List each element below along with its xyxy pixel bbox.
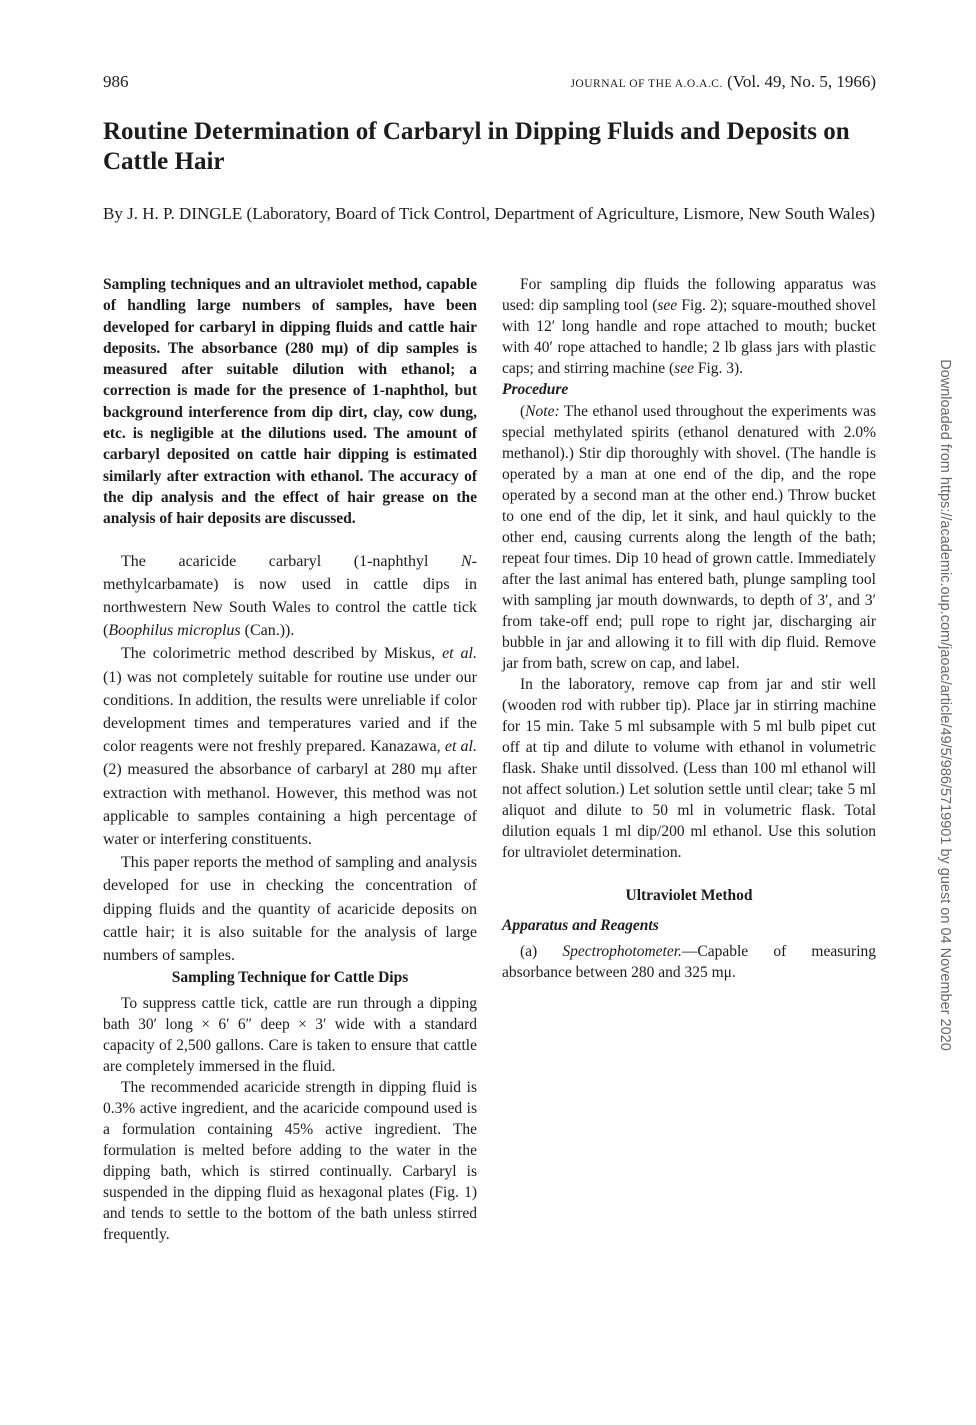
- text-run: (: [520, 403, 526, 420]
- intro-paragraph: [103, 642, 477, 851]
- procedure-paragraph: In the laboratory, remove cap from jar and stir well (wooden rod with rubber tip). Place jar in stirring machine for 15 min. Take 5 ml subsample with 5 ml bulb pipet cut off at tip and dilute to volume with ethanol in volumetric flask. Shake until dissolved. (Less than 100 ml ethanol will not affect solution.) Let solution settle until clear; take 5 ml aliquot and dilute to 50 ml in volumetric flask. Total dilution equals 1 ml dip/200 ml ethanol. Use this solution for ultraviolet determination.: [502, 676, 876, 861]
- running-head: [103, 72, 876, 96]
- item-term: Spectrophotometer.: [562, 943, 682, 960]
- text-run: The colorimetric method described by Miskus,: [121, 645, 443, 663]
- text-run: Fig. 2); square-mouthed shovel with 12′ long handle and rope attached to mouth; bucket with 40′ rope attached to handle; 2 lb glass jars with plastic caps; and stirring machine (: [502, 297, 876, 377]
- section-heading: Ultraviolet Method: [625, 887, 753, 904]
- volume-info: (Vol. 49, No. 5, 1966): [727, 72, 876, 91]
- italic-run: et al.: [444, 738, 477, 756]
- subsection-heading: Procedure: [502, 381, 569, 398]
- species-name: Boophilus microplus: [108, 622, 241, 640]
- sampling-paragraph: To suppress cattle tick, cattle are run through a dipping bath 30′ long × 6′ 6″ deep × 3′ wide with a standard capacity of 2,500 gallons. Care is taken to ensure that cattle are completely immersed in the fluid.: [103, 995, 477, 1076]
- procedure-paragraph: [502, 401, 876, 674]
- download-watermark: Downloaded from https://academic.oup.com/jaoac/article/49/5/986/5719901 by guest on 04 November 2020: [937, 359, 953, 1051]
- italic-run: Note:: [525, 403, 560, 420]
- page-number: 986: [103, 72, 129, 91]
- text-run: For sampling dip fluids the following apparatus was used: dip sampling tool (: [502, 276, 876, 314]
- italic-run: see: [674, 360, 694, 377]
- text-run: (1) was not completely suitable for routine use under our conditions. In addition, the results were unreliable if color development times and temperatures varied and if the color reagents were not freshly prepared. Kanazawa,: [103, 668, 477, 756]
- sampling-paragraph: [502, 274, 876, 379]
- item-label: (a): [520, 943, 538, 960]
- text-run: —Capable of measuring absorbance between 280 and 325 mμ.: [502, 943, 877, 981]
- italic-run: N: [461, 552, 472, 570]
- journal-name: JOURNAL OF THE A.O.A.C.: [570, 78, 723, 90]
- left-column: [103, 274, 477, 1245]
- apparatus-item: [502, 941, 876, 983]
- abstract: Sampling techniques and an ultraviolet method, capable of handling large numbers of samples, have been developed for carbaryl in dipping fluids and cattle hair deposits. The absorbance (280 mμ) of dip samples is measured after suitable dilution with ethanol; a correction is made for the presence of 1-naphthol, but background interference from dip dirt, clay, cow dung, etc. is negligible at the dilutions used. The amount of carbaryl deposited on cattle hair dipping is estimated similarly after extraction with ethanol. The accuracy of the dip analysis and the effect of hair grease on the analysis of hair deposits are discussed.: [103, 276, 477, 528]
- text-run: (2) measured the absorbance of carbaryl at 280 mμ after extraction with methanol. However, this method was not applicable to samples containing a high percentage of water or interfering constituents.: [103, 761, 477, 848]
- intro-paragraph: [103, 550, 477, 643]
- text-run: -methylcarbamate) is now used in cattle dips in northwestern New South Wales to control the cattle tick (: [103, 552, 477, 640]
- text-run: (Can.)).: [240, 622, 295, 640]
- article-title: Routine Determination of Carbaryl in Dipping Fluids and Deposits on Cattle Hair: [103, 118, 850, 175]
- section-heading: Sampling Technique for Cattle Dips: [171, 969, 409, 987]
- journal-citation: [570, 72, 876, 92]
- right-column: [502, 274, 876, 983]
- italic-run: see: [657, 297, 678, 314]
- author-byline: By J. H. P. DINGLE (Laboratory, Board of Tick Control, Department of Agriculture, Lismore, New South Wales): [103, 204, 876, 223]
- text-run: Fig. 3).: [693, 360, 744, 377]
- sampling-paragraph: The recommended acaricide strength in dipping fluid is 0.3% active ingredient, and the acaricide compound used is a formulation containing 45% active ingredient. The formulation is melted before adding to the water in the dipping bath, which is stirred continually. Carbaryl is suspended in the dipping fluid as hexagonal plates (Fig. 1) and tends to settle to the bottom of the bath unless stirred frequently.: [103, 1079, 477, 1244]
- subsection-heading: Apparatus and Reagents: [502, 917, 659, 934]
- text-run: The acaricide carbaryl (1-naphthyl: [121, 552, 461, 570]
- text-run: The ethanol used throughout the experiments was special methylated spirits (ethanol denatured with 2.0% methanol).) Stir dip thoroughly with shovel. (The handle is operated by a man at one end of the dip, and the rope operated by a second man at the other end.) Throw bucket to one end of the dip, let it sink, and haul quickly to the other end, causing currents along the length of the bath; repeat four times. Dip 10 head of grown cattle. Immediately after the last animal has entered bath, plunge sampling tool with sampling jar mouth downwards, to depth of 3′, and 3′ from take-off end; pull rope to right jar, discharging air bubble in jar and allowing it to fill with dip fluid. Remove jar from bath, screw on cap, and label.: [502, 403, 876, 672]
- intro-paragraph: This paper reports the method of sampling and analysis developed for use in checking the concentration of dipping fluids and the quantity of acaricide deposits on cattle hair; it is also suitable for the analysis of large numbers of samples.: [103, 854, 477, 965]
- italic-run: et al.: [442, 645, 478, 663]
